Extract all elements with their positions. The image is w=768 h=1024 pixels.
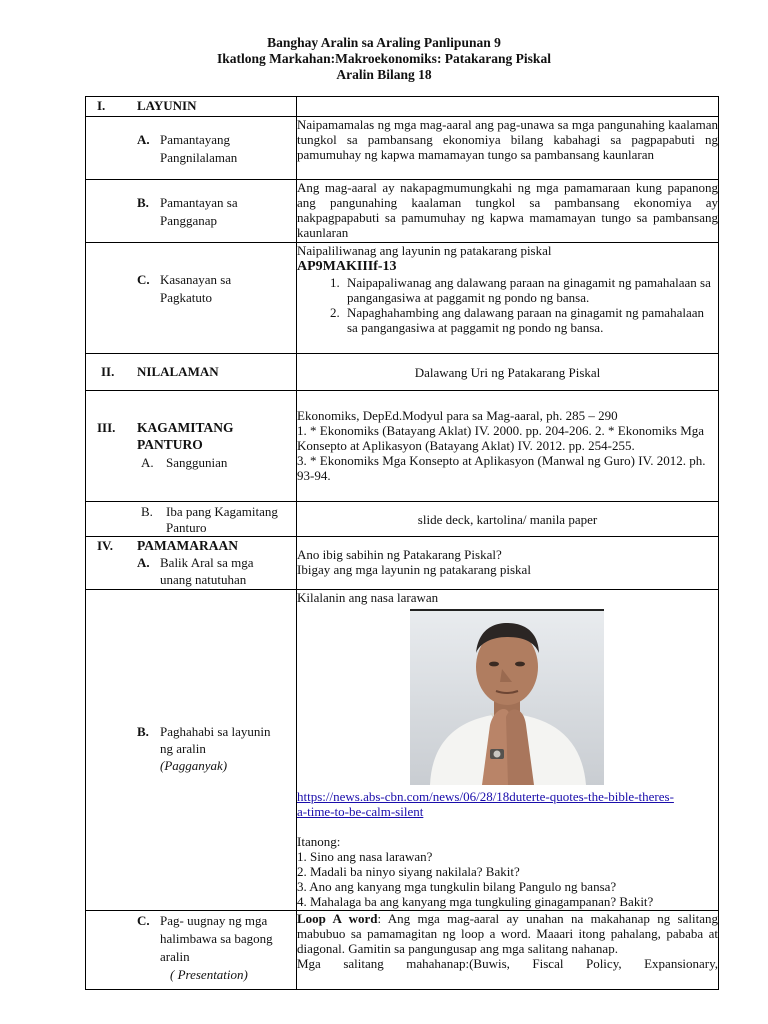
objective-item: 1. Naipapaliwanag ang dalawang paraan na ginagamit ng pamahalaan sa pangangasiwa at paggamit ng pondo ng bansa. — [343, 275, 718, 305]
row-pamantayang-pangnilalaman — [86, 117, 719, 180]
content-cell: Ang mag-aaral ay nakapagmumungkahi ng mga pamamaraan kung papanong ang pangunahing kaalaman tungkol sa pambansang ekonomiya ay nakpagpapabuti sa pamumuhay ng kapwa mamamayan tungo sa pambansang kaunlaran — [297, 180, 719, 243]
item-label: Balik Aral sa mga — [160, 555, 254, 570]
item-label: Pamantayang — [160, 132, 231, 147]
item-label: Pagkatuto — [160, 290, 212, 305]
section-heading: NILALAMAN — [137, 364, 219, 379]
item-letter: A. — [137, 132, 150, 147]
row-balik-aral — [86, 537, 719, 590]
item-label: halimbawa sa bagong — [160, 931, 273, 946]
item-letter: A. — [137, 555, 150, 570]
competency-code: AP9MAKIIIf-13 — [297, 259, 397, 274]
item-label: Sanggunian — [166, 455, 228, 470]
row-kagamitang-panturo — [86, 391, 719, 502]
item-letter: C. — [137, 913, 150, 928]
activity-description: : Ang mga mag-aaral ay unahan na makahanap ng salitang mabubuo sa pamamagitan ng loop a word. Maaari itong pahalang, pababa at diagonal. Gamitin sa pangungusap ang mga salitang nahanap. — [297, 911, 718, 956]
item-letter: B. — [137, 724, 149, 739]
item-label: Pangnilalaman — [160, 150, 238, 165]
photo-source-link-line1[interactable]: https://news.abs-cbn.com/news/06/28/18duterte-quotes-the-bible-theres- — [297, 789, 674, 804]
review-question: Ibigay ang mga layunin ng patakarang piskal — [297, 562, 531, 577]
questions-heading: Itanong: — [297, 834, 341, 849]
item-label: unang natutuhan — [160, 572, 247, 587]
question-item: 1. Sino ang nasa larawan? — [297, 849, 433, 864]
item-label: aralin — [160, 949, 190, 964]
item-letter: A. — [141, 455, 154, 470]
activity-title: Loop A word — [297, 911, 378, 926]
row-iba-pang-kagamitang — [86, 502, 719, 537]
section-number: IV. — [97, 538, 114, 553]
item-label: ( Presentation) — [170, 967, 248, 982]
row-layunin — [86, 97, 719, 117]
item-label: Pangganap — [160, 213, 218, 228]
lesson-plan-table — [85, 96, 719, 990]
row-pag-uugnay — [86, 911, 719, 990]
objective-item: 2. Napaghahambing ang dalawang paraan na ginagamit ng pamahalaan sa pangangasiwa at paggamit ng pondo ng bansa. — [343, 305, 718, 335]
item-label: Panturo — [166, 520, 207, 535]
question-item: 3. Ano ang kanyang mga tungkulin bilang Pangulo ng bansa? — [297, 879, 617, 894]
photo-source-link[interactable] — [297, 789, 718, 819]
doc-lesson-number: Aralin Bilang 18 — [336, 67, 432, 82]
content-cell: Dalawang Uri ng Patakarang Piskal — [297, 354, 719, 391]
section-heading: PANTURO — [137, 437, 203, 452]
section-number: II. — [101, 364, 115, 379]
question-item: 4. Mahalaga ba ang kanyang mga tungkuling ginagampanan? Bakit? — [297, 894, 654, 909]
row-kasanayan-sa-pagkatuto — [86, 243, 719, 354]
content-cell — [297, 243, 719, 354]
content-cell — [297, 537, 719, 590]
item-label: ng aralin — [160, 741, 206, 756]
item-letter: B. — [141, 504, 153, 519]
president-photo — [410, 609, 604, 785]
reference-line: Ekonomiks, DepEd.Modyul para sa Mag-aaral, ph. 285 – 290 — [297, 408, 618, 423]
item-label: Kasanayan sa — [160, 272, 232, 287]
item-letter: C. — [137, 272, 150, 287]
section-heading: KAGAMITANG — [137, 420, 234, 435]
question-item: 2. Madali ba ninyo siyang nakilala? Bakit? — [297, 864, 520, 879]
row-pamantayan-sa-pangganap — [86, 180, 719, 243]
review-question: Ano ibig sabihin ng Patakarang Piskal? — [297, 547, 502, 562]
competency-intro: Naipaliliwanag ang layunin ng patakarang piskal — [297, 243, 552, 258]
item-letter: B. — [137, 195, 149, 210]
objective-list — [297, 275, 718, 335]
photo-source-link-line2[interactable]: a-time-to-be-calm-silent — [297, 804, 424, 819]
reference-line: 3. * Ekonomiks Mga Konsepto at Aplikasyon (Manwal ng Guro) IV. 2012. ph. 93-94. — [297, 453, 706, 483]
content-cell — [297, 590, 719, 911]
item-label: (Pagganyak) — [160, 758, 228, 773]
row-nilalaman — [86, 354, 719, 391]
doc-title: Banghay Aralin sa Araling Panlipunan 9 — [267, 35, 501, 50]
section-heading: PAMAMARAAN — [137, 538, 238, 553]
content-cell — [297, 391, 719, 502]
item-label: Paghahabi sa layunin — [160, 724, 271, 739]
item-label: Pag- uugnay ng mga — [160, 913, 268, 928]
doc-subtitle: Ikatlong Markahan:Makroekonomiks: Patakarang Piskal — [217, 51, 551, 66]
words-to-find: Mga salitang mahahanap:(Buwis, Fiscal Policy, Expansionary, — [297, 956, 718, 971]
item-label: Iba pang Kagamitang — [166, 504, 278, 519]
reference-line: 1. * Ekonomiks (Batayang Aklat) IV. 2000. pp. 204-206. 2. * Ekonomiks Mga Konsepto at Aplikasyon (Batayang Aklat) IV. 2012. pp. 254-255. — [297, 423, 705, 453]
content-cell: Naipamamalas ng mga mag-aaral ang pag-unawa sa mga pangunahing kaalaman tungkol sa pambansang ekonomiya bilang kabahagi sa pagpapabuti ng pamumuhay ng kapwa mamamayan tungo sa pambansang kaunlaran — [297, 117, 719, 180]
item-label: Pamantayan sa — [160, 195, 238, 210]
row-paghahabi — [86, 590, 719, 911]
section-number: III. — [97, 420, 116, 435]
section-heading: LAYUNIN — [137, 98, 197, 113]
activity-intro: Kilalanin ang nasa larawan — [297, 590, 439, 605]
content-cell: slide deck, kartolina/ manila paper — [297, 502, 719, 537]
section-number: I. — [97, 98, 106, 113]
content-cell — [297, 911, 719, 990]
